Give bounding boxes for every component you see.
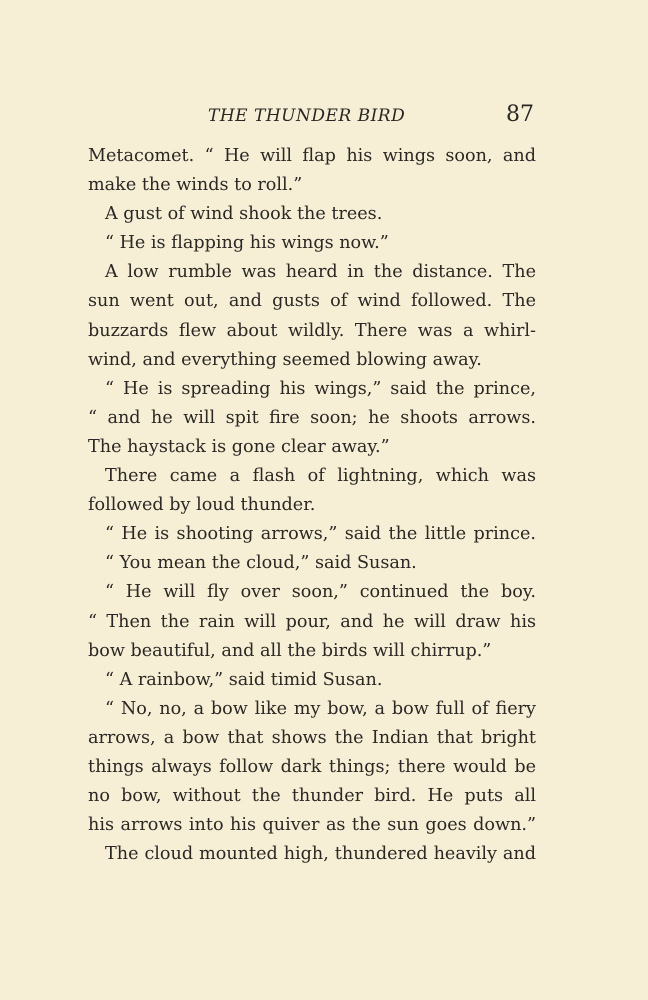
text-line: no bow, without the thunder bird. He puts all (88, 786, 536, 807)
text-line: buzzards flew about wildly. There was a whirl- (88, 320, 536, 341)
text-line: “ He is flapping his wings now.” (105, 233, 389, 254)
text-line: make the winds to roll.” (88, 175, 303, 196)
text-line: “ He will fly over soon,” continued the boy. (105, 582, 536, 603)
text-line: “ He is shooting arrows,” said the little prince. (105, 524, 536, 545)
text-line: things always follow dark things; there would be (88, 756, 536, 777)
text-line: A gust of wind shook the trees. (105, 204, 383, 225)
body-text (88, 142, 536, 869)
text-line: Metacomet. “ He will flap his wings soon, and (88, 146, 536, 166)
text-line: sun went out, and gusts of wind followed. The (88, 291, 536, 312)
text-line: his arrows into his quiver as the sun goes down.” (88, 815, 536, 836)
text-line: “ Then the rain will pour, and he will draw his (88, 611, 536, 632)
text-line: The cloud mounted high, thundered heavily and (105, 844, 536, 865)
text-line: There came a flash of lightning, which was (105, 466, 536, 487)
text-line: “ and he will spit fire soon; he shoots arrows. (88, 407, 536, 428)
page-number: 87 (506, 102, 534, 127)
running-title: THE THUNDER BIRD (208, 106, 406, 126)
text-line: wind, and everything seemed blowing away. (88, 349, 482, 370)
text-line: A low rumble was heard in the distance. The (105, 262, 536, 283)
text-line: arrows, a bow that shows the Indian that bright (88, 727, 536, 748)
text-line: The haystack is gone clear away.” (88, 436, 390, 457)
text-line: “ A rainbow,” said timid Susan. (105, 669, 383, 690)
text-line: followed by loud thunder. (88, 495, 316, 516)
text-line: bow beautiful, and all the birds will chirrup.” (88, 640, 492, 661)
text-line: “ He is spreading his wings,” said the prince, (105, 378, 536, 399)
text-line: “ No, no, a bow like my bow, a bow full of fiery (105, 698, 536, 719)
page-header (88, 104, 536, 130)
text-line: “ You mean the cloud,” said Susan. (105, 553, 417, 574)
